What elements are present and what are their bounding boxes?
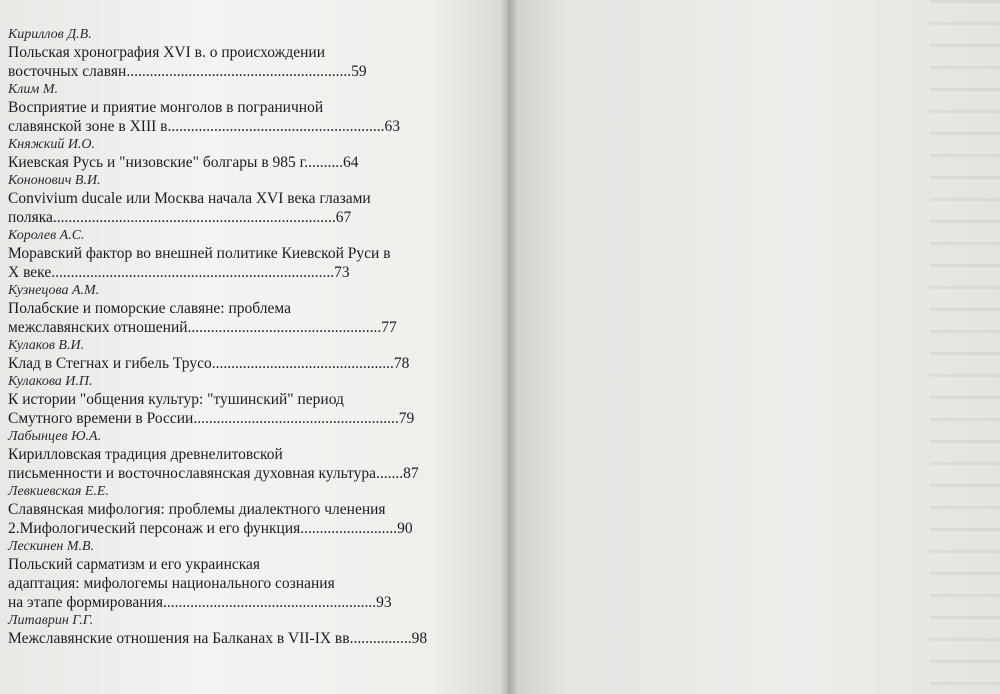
contents-entry [8, 172, 490, 227]
entry-title: Межславянские отношения на Балканах в VII-IX вв. [8, 630, 354, 647]
page-number: 67 [335, 209, 352, 226]
dot-leader: .......................................................... [126, 63, 352, 80]
entry-author: Кулаков В.И. [8, 338, 85, 353]
entry-author: Королев А.С. [8, 228, 85, 243]
contents-entry [8, 337, 490, 373]
contents-entry [8, 136, 490, 172]
entry-author: Кононович В.И. [8, 173, 101, 188]
dot-leader: ..................................................... [193, 410, 399, 427]
entry-title: К истории "общения культур: "тушинский" период Смутного времени в России [8, 391, 344, 427]
entry-title: Convivium ducale или Москва начала XVI века глазами поляка [8, 190, 371, 226]
entry-title: Восприятие и приятие монголов в пограничной славянской зоне в XIII в. [8, 99, 324, 135]
entry-author: Литаврин Г.Г. [8, 613, 94, 628]
entry-title-line [8, 500, 490, 538]
contents-entry [8, 538, 490, 612]
entry-title: Славянская мифология: проблемы диалектного членения 2.Мифологический персонаж и его функция [8, 501, 386, 537]
entry-title-line [8, 299, 490, 337]
page-number: 90 [397, 520, 413, 537]
entry-title: Моравский фактор во внешней политике Киевской Руси в X веке [8, 245, 391, 281]
contents-entry [8, 373, 490, 428]
entry-title: Польская хронография XVI в. о происхождении восточных славян [8, 44, 325, 80]
entry-title-line [8, 354, 490, 373]
dot-leader: ....... [376, 465, 404, 482]
dot-leader: ............................................... [211, 355, 394, 372]
entry-author: Клим М. [8, 82, 58, 97]
entry-author: Кулакова И.П. [8, 374, 93, 389]
dot-leader: ......................... [300, 520, 398, 537]
dot-leader: ......................................................................... [52, 209, 336, 226]
entry-title-line [8, 445, 490, 483]
bleed-through-text [930, 0, 1000, 694]
page-number: 87 [403, 465, 419, 482]
contents-entry [8, 81, 490, 136]
entry-title: Кирилловская традиция древнелитовской письменности и восточнославянская духовная культура [8, 446, 376, 482]
dot-leader: ....................................................... [163, 594, 377, 611]
contents-entry [8, 282, 490, 337]
dot-leader: ............... [353, 630, 412, 647]
contents-list-left [8, 26, 490, 648]
contents-entry [8, 227, 490, 282]
entry-title-line [8, 98, 490, 136]
dot-leader: ....................................................... [171, 118, 385, 135]
contents-entry [8, 483, 490, 538]
page-number: 77 [381, 319, 397, 336]
contents-entry [8, 612, 490, 648]
dot-leader: ......................................................................... [51, 264, 335, 281]
entry-title-line [8, 629, 490, 648]
entry-title: Клад в Стегнах и гибель Трусо [8, 355, 212, 372]
page-number: 63 [384, 118, 400, 135]
entry-title-line [8, 555, 490, 612]
page-number: 78 [393, 355, 410, 372]
page-number: 98 [411, 630, 428, 647]
entry-title-line [8, 189, 490, 227]
entry-title: Польский сарматизм и его украинская адаптация: мифологемы национального сознания на этапе формирования [8, 556, 335, 611]
entry-author: Кириллов Д.В. [8, 27, 92, 42]
entry-author: Лабынцев Ю.А. [8, 429, 102, 444]
dot-leader: ......... [308, 154, 343, 171]
entry-author: Лескинен М.В. [8, 539, 95, 554]
entry-title: Полабские и поморские славяне: проблема межславянских отношений [8, 300, 291, 336]
page-number: 73 [334, 264, 350, 281]
entry-author: Левкиевская Е.Е. [8, 484, 109, 499]
entry-title-line [8, 43, 490, 81]
entry-title-line [8, 153, 490, 172]
entry-title: Киевская Русь и "низовские" болгары в 985 г. [8, 154, 309, 171]
entry-author: Кузнецова А.М. [8, 283, 100, 298]
page-number: 59 [351, 63, 367, 80]
book-gutter [500, 0, 518, 694]
entry-title-line [8, 390, 490, 428]
dot-leader: .................................................. [187, 319, 382, 336]
entry-title-line [8, 244, 490, 282]
entry-author: Княжкий И.О. [8, 137, 96, 152]
page-number: 93 [376, 594, 392, 611]
page-number: 79 [398, 410, 415, 427]
page-number: 64 [343, 154, 359, 171]
contents-entry [8, 428, 490, 483]
contents-entry [8, 26, 490, 81]
right-book-page [508, 0, 1000, 694]
